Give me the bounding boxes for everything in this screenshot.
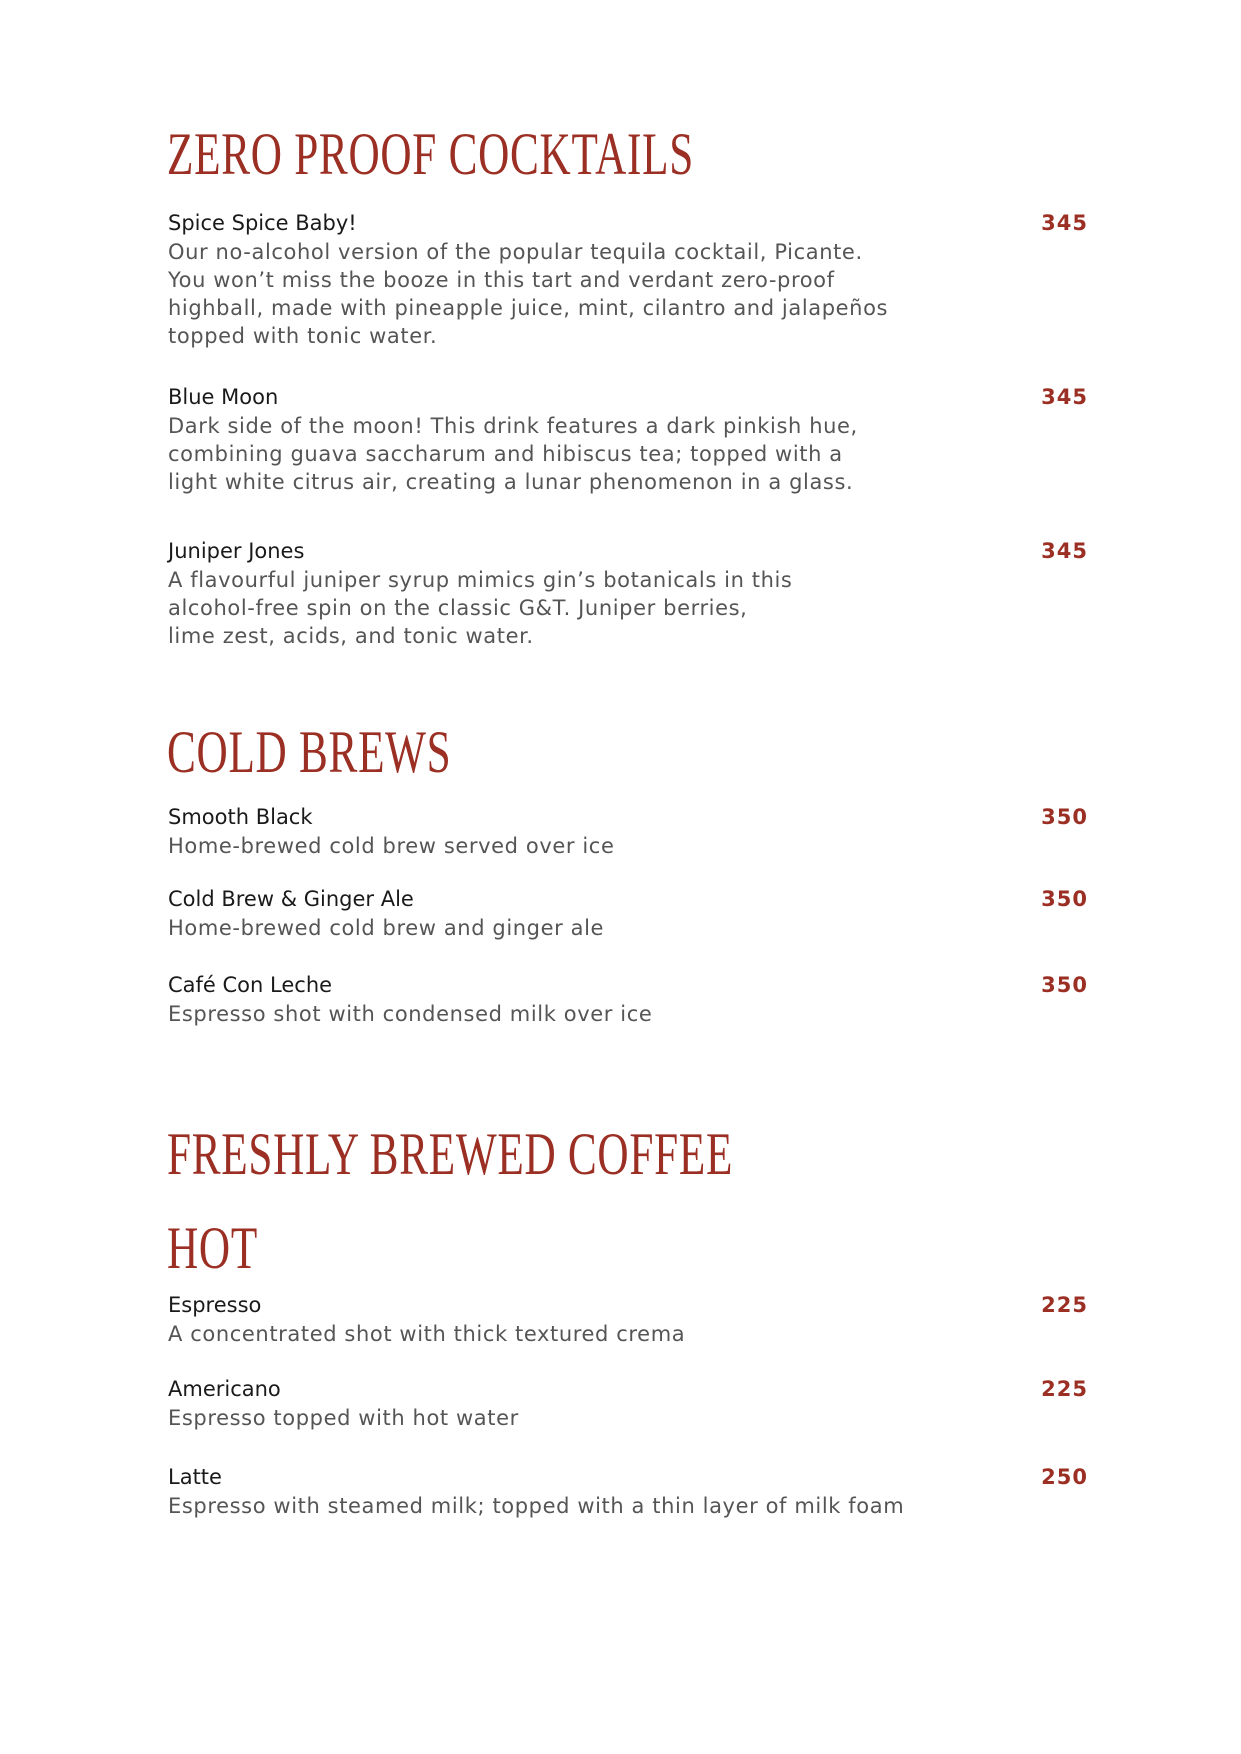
description-line: Dark side of the moon! This drink features a dark pinkish hue, bbox=[168, 414, 858, 438]
item-description bbox=[168, 412, 1088, 496]
item-description bbox=[168, 832, 1088, 860]
menu-item-americano bbox=[168, 1374, 1088, 1432]
freshly-brewed-coffee-heading: FRESHLY BREWED COFFEE bbox=[167, 1121, 734, 1187]
item-price: 225 bbox=[1041, 1377, 1088, 1401]
description-line: A concentrated shot with thick textured crema bbox=[168, 1322, 686, 1346]
item-name: Cold Brew & Ginger Ale bbox=[168, 887, 414, 911]
description-line: Home-brewed cold brew and ginger ale bbox=[168, 916, 605, 940]
item-price: 350 bbox=[1041, 973, 1088, 997]
item-description bbox=[168, 1492, 1088, 1520]
description-line: Our no-alcohol version of the popular tequila cocktail, Picante. bbox=[168, 240, 863, 264]
description-line: Espresso topped with hot water bbox=[168, 1406, 519, 1430]
zero-proof-cocktails-heading: ZERO PROOF COCKTAILS bbox=[167, 121, 695, 187]
item-description bbox=[168, 566, 1088, 650]
item-description bbox=[168, 1320, 1088, 1348]
item-price: 345 bbox=[1041, 385, 1088, 409]
description-line: A flavourful juniper syrup mimics gin’s botanicals in this bbox=[168, 568, 793, 592]
description-line: combining guava saccharum and hibiscus tea; topped with a bbox=[168, 442, 843, 466]
cold-brews-heading: COLD BREWS bbox=[167, 719, 452, 785]
item-name: Spice Spice Baby! bbox=[168, 211, 357, 235]
item-name: Café Con Leche bbox=[168, 973, 333, 997]
item-name: Latte bbox=[168, 1465, 222, 1489]
item-price: 225 bbox=[1041, 1293, 1088, 1317]
item-price: 345 bbox=[1041, 539, 1088, 563]
menu-item-juniper-jones bbox=[168, 536, 1088, 650]
menu-item-latte bbox=[168, 1462, 1088, 1520]
menu-item-cold-brew-ginger-ale bbox=[168, 884, 1088, 942]
description-line: You won’t miss the booze in this tart and verdant zero-proof bbox=[168, 268, 835, 292]
item-name: Espresso bbox=[168, 1293, 262, 1317]
item-description bbox=[168, 238, 1088, 350]
item-price: 345 bbox=[1041, 211, 1088, 235]
description-line: alcohol-free spin on the classic G&T. Juniper berries, bbox=[168, 596, 748, 620]
description-line: lime zest, acids, and tonic water. bbox=[168, 624, 534, 648]
description-line: highball, made with pineapple juice, mint, cilantro and jalapeños bbox=[168, 296, 889, 320]
description-line: Espresso with steamed milk; topped with a thin layer of milk foam bbox=[168, 1494, 905, 1518]
item-name: Smooth Black bbox=[168, 805, 313, 829]
menu-item-smooth-black bbox=[168, 802, 1088, 860]
description-line: Home-brewed cold brew served over ice bbox=[168, 834, 615, 858]
menu-item-spice-spice-baby bbox=[168, 208, 1088, 350]
menu-item-espresso bbox=[168, 1290, 1088, 1348]
item-name: Juniper Jones bbox=[168, 539, 305, 563]
item-name: Americano bbox=[168, 1377, 281, 1401]
menu-item-blue-moon bbox=[168, 382, 1088, 496]
item-description bbox=[168, 1404, 1088, 1432]
item-price: 350 bbox=[1041, 805, 1088, 829]
item-name: Blue Moon bbox=[168, 385, 279, 409]
description-line: Espresso shot with condensed milk over ice bbox=[168, 1002, 653, 1026]
item-description bbox=[168, 914, 1088, 942]
item-description bbox=[168, 1000, 1088, 1028]
description-line: light white citrus air, creating a lunar phenomenon in a glass. bbox=[168, 470, 854, 494]
item-price: 350 bbox=[1041, 887, 1088, 911]
item-price: 250 bbox=[1041, 1465, 1088, 1489]
description-line: topped with tonic water. bbox=[168, 324, 438, 348]
menu-item-cafe-con-leche bbox=[168, 970, 1088, 1028]
hot-subheading: HOT bbox=[167, 1215, 258, 1281]
